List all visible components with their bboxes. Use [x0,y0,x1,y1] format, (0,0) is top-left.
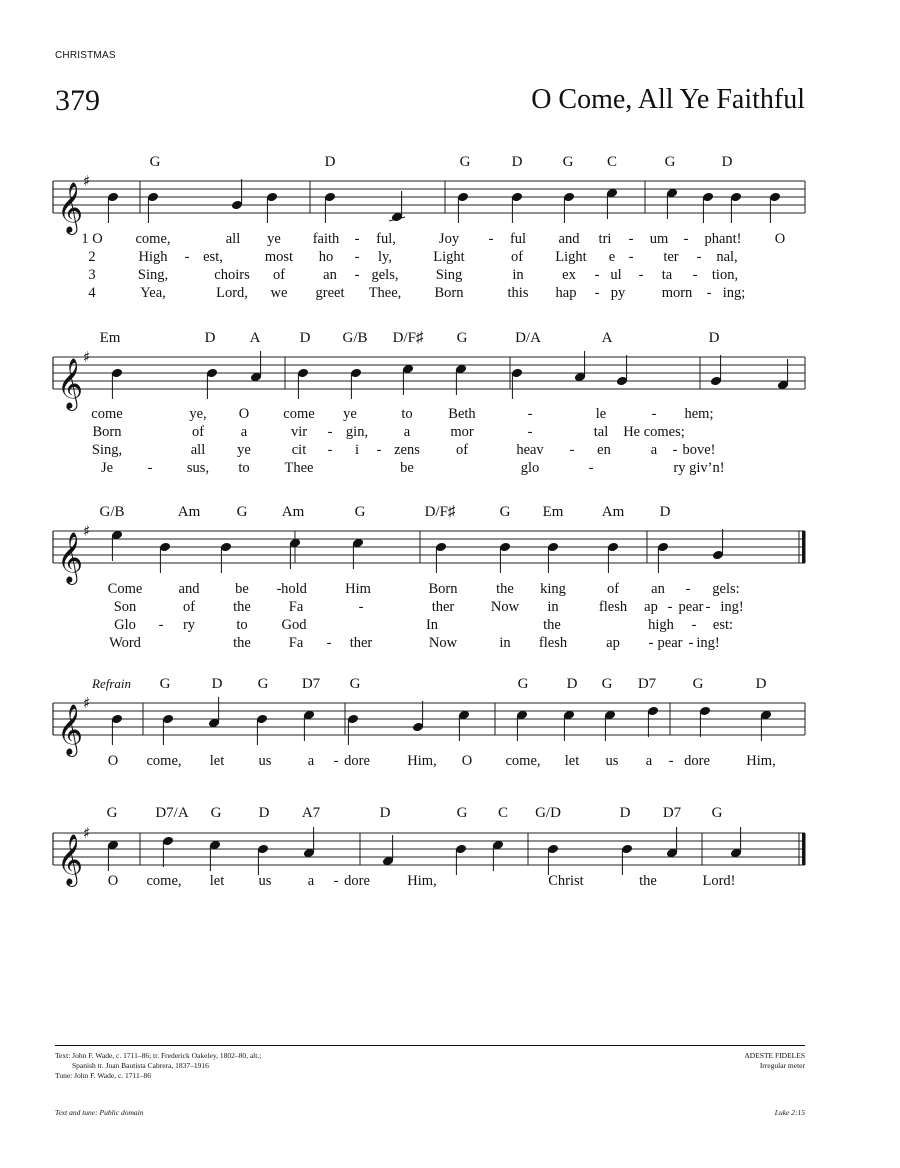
lyric-syllable: phant! [704,231,742,247]
lyric-syllable: Him, [407,753,437,769]
lyric-syllable: Born [92,424,122,440]
text-credit-spanish: Spanish tr. Juan Bautista Cabrera, 1837–1916 [72,1061,209,1070]
lyric-syllable: hap [555,285,577,301]
lyric-syllable: flesh [598,599,628,615]
chord-symbol: D/F♯ [424,504,456,520]
lyric-syllable: O [238,406,250,422]
lyric-syllable: most [264,249,294,265]
lyric-syllable: - [354,231,360,247]
lyric-syllable: - [527,406,533,422]
chord-symbol: G/D [535,805,561,821]
lyric-syllable: cit [291,442,307,458]
chord-symbol: D [211,676,223,692]
lyric-syllable: O [107,873,119,889]
lyric-syllable: and [558,231,580,247]
lyric-syllable: come [91,406,123,422]
lyric-syllable: come, [505,753,541,769]
lyric-syllable: and [178,581,200,597]
lyric-syllable: en [597,442,611,458]
lyric-syllable: - [683,231,689,247]
lyric-syllable: be [235,581,249,597]
lyric-syllable: e [608,249,616,265]
lyric-syllable: greet [315,285,345,301]
lyric-syllable: dore [344,753,370,769]
lyric-syllable: the [233,599,251,615]
lyric-syllable: - [594,285,600,301]
key-signature-sharp-icon: ♯ [83,172,91,190]
chord-symbol: D/A [515,330,541,346]
lyric-syllable: us [605,753,619,769]
lyric-syllable: zens [394,442,420,458]
chord-symbol: D/F♯ [392,330,424,346]
lyric-syllable: bove! [682,442,716,458]
lyric-syllable: ful, [376,231,396,247]
lyric-syllable: sus, [186,460,210,476]
chord-symbol: D7 [637,676,657,692]
lyric-syllable: come [283,406,315,422]
treble-clef-icon: 𝄞 [57,182,84,233]
lyric-syllable: - [667,599,673,615]
chord-symbol: D [755,676,767,692]
lyric-syllable: O [107,753,119,769]
lyric-syllable: ye, [189,406,207,422]
lyric-syllable: - [692,267,698,283]
lyric-syllable: to [236,617,248,633]
lyric-syllable: we [270,285,288,301]
lyric-syllable: - [488,231,494,247]
lyric-syllable: hem; [684,406,714,422]
lyric-syllable: Beth [448,406,476,422]
chord-symbol: G [664,154,676,170]
lyric-syllable: Born [428,581,458,597]
lyric-syllable: ing! [720,599,744,615]
lyric-syllable: Sing, [91,442,123,458]
lyric-syllable: - [651,406,657,422]
lyric-syllable: Je [100,460,114,476]
lyric-syllable: us [258,873,272,889]
lyric-syllable: - [672,442,678,458]
hymn-number: 379 [55,84,100,117]
lyric-syllable: 4 [88,285,96,301]
lyric-syllable: this [507,285,529,301]
lyric-syllable: Son [113,599,137,615]
chord-symbol: A7 [301,805,321,821]
lyric-syllable: of [272,267,286,283]
lyric-syllable: - [696,249,702,265]
lyric-syllable: an [651,581,665,597]
chord-symbol: Am [177,504,201,520]
lyric-syllable: choirs [214,267,250,283]
lyric-syllable: - [327,442,333,458]
chord-symbol: G [159,676,171,692]
lyric-syllable: Word [109,635,141,651]
lyric-syllable: Lord, [216,285,248,301]
lyric-syllable: 2 [88,249,96,265]
chord-symbol: A [249,330,261,346]
lyric-syllable: - [527,424,533,440]
lyric-syllable: a [645,753,653,769]
lyric-syllable: us [258,753,272,769]
lyric-syllable: hold [281,581,307,597]
lyric-syllable: tal [593,424,609,440]
lyric-syllable: 1 O [81,231,103,247]
lyric-syllable: a [240,424,248,440]
lyric-syllable: - [648,635,654,651]
chord-symbol: G [456,805,468,821]
lyric-syllable: Joy [438,231,460,247]
lyric-syllable: the [639,873,657,889]
lyric-syllable: Him [345,581,371,597]
lyric-syllable: come, [146,873,182,889]
key-signature-sharp-icon: ♯ [83,824,91,842]
lyric-syllable: ter [663,249,679,265]
chord-symbol: G [354,504,366,520]
lyric-syllable: High [138,249,168,265]
chord-symbol: G/B [99,504,125,520]
lyric-syllable: - [333,753,339,769]
lyric-syllable: be [400,460,414,476]
lyric-syllable: Thee [284,460,314,476]
lyric-syllable: Sing [435,267,463,283]
chord-symbol: D [511,154,523,170]
lyric-syllable: Born [434,285,464,301]
chord-symbol: D [258,805,270,821]
lyric-syllable: - [358,599,364,615]
treble-clef-icon: 𝄞 [57,704,84,755]
chord-symbol: D [324,154,336,170]
lyric-syllable: Sing, [137,267,169,283]
lyric-syllable: heav [516,442,544,458]
chord-symbol: D [299,330,311,346]
lyric-syllable: of [606,581,620,597]
lyric-syllable: a [403,424,411,440]
lyric-syllable: - [333,873,339,889]
lyric-syllable: gin, [345,424,369,440]
chord-symbol: D [708,330,720,346]
lyric-syllable: let [209,753,225,769]
tune-name: ADESTE FIDELES [744,1051,805,1060]
lyric-syllable: mor [450,424,474,440]
refrain-label: Refrain [92,676,131,691]
lyric-syllable: ing; [722,285,746,301]
lyric-syllable: 3 [88,267,96,283]
lyric-syllable: nal, [716,249,738,265]
lyric-syllable: come, [146,753,182,769]
lyric-syllable: - [628,231,634,247]
lyric-syllable: ry [182,617,196,633]
lyric-syllable: Come [107,581,143,597]
lyric-syllable: pear [678,599,704,615]
lyric-syllable: - [569,442,575,458]
treble-clef-icon: 𝄞 [57,532,84,583]
lyric-syllable: Glo [114,617,136,633]
chord-symbol: G [517,676,529,692]
chord-symbol: G [601,676,613,692]
chord-symbol: G [456,330,468,346]
lyric-syllable: tion, [711,267,739,283]
lyric-syllable: ye [267,231,281,247]
lyric-syllable: Christ [548,873,584,889]
chord-symbol: D7 [662,805,682,821]
lyric-syllable: - [688,635,694,651]
lyric-syllable: Thee, [368,285,402,301]
lyric-syllable: Lord! [702,873,736,889]
lyric-syllable: a [307,873,315,889]
chord-symbol: Em [99,330,121,346]
lyric-syllable: of [510,249,524,265]
lyric-syllable: Light [555,249,587,265]
chord-symbol: G [236,504,248,520]
lyric-syllable: i [354,442,360,458]
chord-symbol: C [497,805,509,821]
lyric-syllable: of [455,442,469,458]
lyric-syllable: - [638,267,644,283]
lyric-syllable: - [354,249,360,265]
lyric-syllable: - [628,249,634,265]
chord-symbol: Am [281,504,305,520]
lyric-syllable: ul [610,267,622,283]
key-signature-sharp-icon: ♯ [83,348,91,366]
chord-symbol: Am [601,504,625,520]
chord-symbol: D [619,805,631,821]
lyric-syllable: a [650,442,658,458]
lyric-syllable: In [425,617,439,633]
lyric-syllable: in [499,635,511,651]
chord-symbol: D [379,805,391,821]
lyric-syllable: the [233,635,251,651]
lyric-syllable: the [496,581,514,597]
lyric-syllable: ther [349,635,373,651]
lyric-syllable: - [354,267,360,283]
lyric-syllable: ho [318,249,334,265]
chord-symbol: C [606,154,618,170]
lyric-syllable: - [691,617,697,633]
lyric-syllable: est, [203,249,223,265]
lyric-syllable: O [774,231,786,247]
lyric-syllable: - [685,581,691,597]
lyric-syllable: Him, [407,873,437,889]
lyric-syllable: ful [509,231,527,247]
lyric-syllable: ap [606,635,620,651]
lyric-syllable: - [668,753,674,769]
lyric-syllable: all [225,231,241,247]
lyric-syllable: ta [661,267,673,283]
lyric-syllable: - [376,442,382,458]
chord-symbol: G [149,154,161,170]
lyric-syllable: a [307,753,315,769]
chord-symbol: D7 [301,676,321,692]
chord-symbol: D [721,154,733,170]
scripture-reference: Luke 2:15 [774,1108,805,1117]
footer-rule [55,1045,805,1046]
chord-symbol: Em [542,504,564,520]
chord-symbol: G [692,676,704,692]
lyric-syllable: let [209,873,225,889]
lyric-syllable: vir [290,424,308,440]
lyric-syllable: py [610,285,626,301]
chord-symbol: G [349,676,361,692]
lyric-syllable: - [594,267,600,283]
lyric-syllable: pear [657,635,683,651]
chord-symbol: G/B [342,330,368,346]
key-signature-sharp-icon: ♯ [83,522,91,540]
chord-symbol: G [499,504,511,520]
lyric-syllable: flesh [538,635,568,651]
lyric-syllable: - [184,249,190,265]
lyric-syllable: - [588,460,594,476]
lyric-syllable: to [238,460,250,476]
lyric-syllable: Now [428,635,458,651]
chord-symbol: G [106,805,118,821]
treble-clef-icon: 𝄞 [57,358,84,409]
lyric-syllable: ing! [696,635,720,651]
lyric-syllable: ye [343,406,357,422]
lyric-syllable: - [327,424,333,440]
chord-symbol: D7/A [155,805,189,821]
lyric-syllable: in [512,267,524,283]
chord-symbol: D [566,676,578,692]
lyric-syllable: est: [712,617,734,633]
chord-symbol: G [257,676,269,692]
meter: Irregular meter [759,1061,805,1070]
lyric-syllable: le [595,406,607,422]
lyric-syllable: of [182,599,196,615]
chord-symbol: G [562,154,574,170]
lyric-syllable: ther [431,599,455,615]
lyric-syllable: dore [684,753,710,769]
lyric-syllable: - [147,460,153,476]
lyric-syllable: to [401,406,413,422]
lyric-syllable: king [540,581,566,597]
section-label: CHRISTMAS [55,50,116,61]
final-barline-thick [802,531,806,563]
hymn-title: O Come, All Ye Faithful [531,84,805,115]
lyric-syllable: dore [344,873,370,889]
lyric-syllable: gels, [371,267,399,283]
lyric-syllable: Fa [288,599,304,615]
lyric-syllable: in [547,599,559,615]
lyric-syllable: - [326,635,332,651]
chord-symbol: D [659,504,671,520]
lyric-syllable: God [281,617,307,633]
lyric-syllable: tri [598,231,612,247]
chord-symbol: G [210,805,222,821]
lyric-syllable: ly, [378,249,392,265]
lyric-syllable: Him, [746,753,776,769]
chord-symbol: A [601,330,613,346]
lyric-syllable: ry giv’n! [673,460,725,476]
lyric-syllable: - [706,285,712,301]
lyric-syllable: - [158,617,164,633]
lyric-syllable: Yea, [140,285,166,301]
chord-symbol: G [711,805,723,821]
copyright: Text and tune: Public domain [55,1108,144,1117]
lyric-syllable: faith [312,231,340,247]
lyric-syllable: O [461,753,473,769]
lyric-syllable: morn [661,285,693,301]
lyric-syllable: He comes; [623,424,685,440]
tune-credit: Tune: John F. Wade, c. 1711–86 [55,1071,152,1080]
lyric-syllable: come, [135,231,171,247]
lyric-syllable: ye [237,442,251,458]
lyric-syllable: Fa [288,635,304,651]
key-signature-sharp-icon: ♯ [83,694,91,712]
treble-clef-icon: 𝄞 [57,834,84,885]
lyric-syllable: the [543,617,561,633]
lyric-syllable: an [323,267,337,283]
lyric-syllable: let [564,753,580,769]
lyric-syllable: Light [433,249,465,265]
lyric-syllable: ex [562,267,576,283]
lyric-syllable: all [190,442,206,458]
lyric-syllable: - [705,599,711,615]
lyric-syllable: of [191,424,205,440]
lyric-syllable: gels: [712,581,740,597]
lyric-syllable: um [649,231,669,247]
lyric-syllable: - [276,581,282,597]
text-credit: Text: John F. Wade, c. 1711–86; tr. Frederick Oakeley, 1802–80, alt.; [55,1051,262,1060]
lyric-syllable: Now [490,599,520,615]
chord-symbol: G [459,154,471,170]
lyric-syllable: high [648,617,674,633]
final-barline-thick [802,833,806,865]
lyric-syllable: glo [520,460,540,476]
chord-symbol: D [204,330,216,346]
lyric-syllable: ap [644,599,658,615]
